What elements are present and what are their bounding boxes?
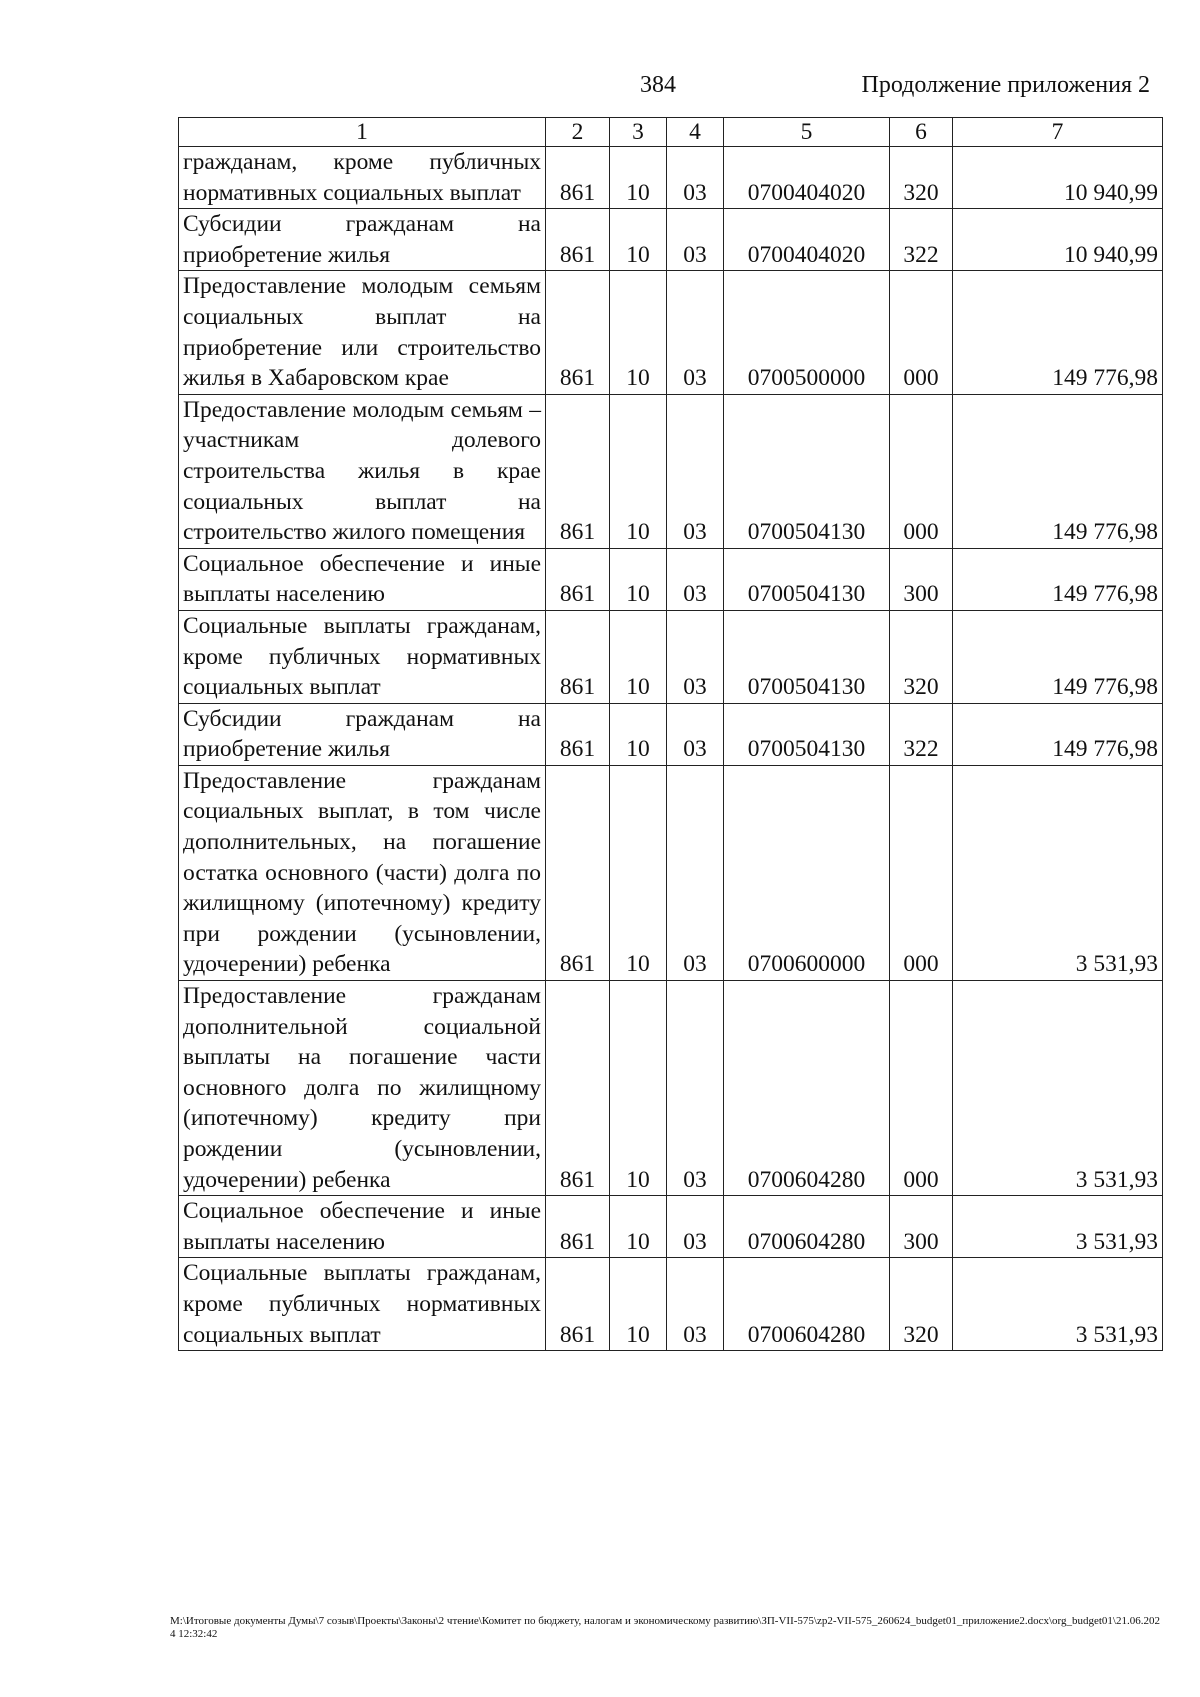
subsection-code: 03	[667, 610, 724, 703]
amount: 3 531,93	[953, 1258, 1163, 1351]
subsection-code: 03	[667, 394, 724, 548]
row-name: Предоставление гражданам дополнительной социальной выплаты на погашение части основного долга по жилищному (ипотечному) кредиту при рождении (усыновлении, удочерении) ребенка	[179, 981, 546, 1196]
section-code: 10	[610, 765, 667, 980]
table-row	[179, 703, 1163, 765]
target-article-code: 0700504130	[724, 394, 890, 548]
table-row	[179, 147, 1163, 209]
subsection-code: 03	[667, 548, 724, 610]
target-article-code: 0700500000	[724, 271, 890, 394]
amount: 10 940,99	[953, 147, 1163, 209]
ministry-code: 861	[546, 1258, 610, 1351]
ministry-code: 861	[546, 271, 610, 394]
ministry-code: 861	[546, 765, 610, 980]
subsection-code: 03	[667, 209, 724, 271]
expense-type-code: 320	[890, 1258, 953, 1351]
amount: 10 940,99	[953, 209, 1163, 271]
section-code: 10	[610, 610, 667, 703]
ministry-code: 861	[546, 610, 610, 703]
row-name: Социальные выплаты гражданам, кроме публичных нормативных социальных выплат	[179, 610, 546, 703]
table-row	[179, 271, 1163, 394]
expense-type-code: 320	[890, 610, 953, 703]
row-name: Субсидии гражданам на приобретение жилья	[179, 703, 546, 765]
column-header: 5	[724, 118, 890, 147]
table-row	[179, 209, 1163, 271]
amount: 3 531,93	[953, 1196, 1163, 1258]
target-article-code: 0700600000	[724, 765, 890, 980]
section-code: 10	[610, 271, 667, 394]
amount: 3 531,93	[953, 765, 1163, 980]
row-name: Социальные выплаты гражданам, кроме публичных нормативных социальных выплат	[179, 1258, 546, 1351]
subsection-code: 03	[667, 981, 724, 1196]
target-article-code: 0700604280	[724, 981, 890, 1196]
target-article-code: 0700404020	[724, 209, 890, 271]
expense-type-code: 000	[890, 765, 953, 980]
table-row	[179, 1258, 1163, 1351]
file-path-footer: M:\Итоговые документы Думы\7 созыв\Проекты\Законы\2 чтение\Комитет по бюджету, налогам и экономическому развитию\ЗП-VII-575\zp2-VII-575_260624_budget01_приложение2.docx\org_budget01\21.06.2024 12:32:42	[170, 1615, 1160, 1640]
subsection-code: 03	[667, 1258, 724, 1351]
target-article-code: 0700504130	[724, 548, 890, 610]
section-code: 10	[610, 1196, 667, 1258]
column-header: 7	[953, 118, 1163, 147]
column-header: 2	[546, 118, 610, 147]
amount: 149 776,98	[953, 610, 1163, 703]
expense-type-code: 000	[890, 394, 953, 548]
ministry-code: 861	[546, 147, 610, 209]
expense-type-code: 322	[890, 703, 953, 765]
row-name: Социальное обеспечение и иные выплаты населению	[179, 548, 546, 610]
expense-type-code: 000	[890, 271, 953, 394]
target-article-code: 0700504130	[724, 610, 890, 703]
section-code: 10	[610, 981, 667, 1196]
amount: 149 776,98	[953, 548, 1163, 610]
subsection-code: 03	[667, 271, 724, 394]
column-header: 6	[890, 118, 953, 147]
subsection-code: 03	[667, 703, 724, 765]
expense-type-code: 000	[890, 981, 953, 1196]
expense-type-code: 300	[890, 548, 953, 610]
expense-type-code: 320	[890, 147, 953, 209]
ministry-code: 861	[546, 209, 610, 271]
continuation-label: Продолжение приложения 2	[861, 72, 1150, 98]
row-name: гражданам, кроме публичных нормативных социальных выплат	[179, 147, 546, 209]
section-code: 10	[610, 209, 667, 271]
column-header: 3	[610, 118, 667, 147]
table-row	[179, 610, 1163, 703]
ministry-code: 861	[546, 981, 610, 1196]
ministry-code: 861	[546, 548, 610, 610]
target-article-code: 0700604280	[724, 1258, 890, 1351]
table-row	[179, 765, 1163, 980]
ministry-code: 861	[546, 394, 610, 548]
subsection-code: 03	[667, 1196, 724, 1258]
expense-type-code: 300	[890, 1196, 953, 1258]
header-row	[179, 118, 1163, 147]
table-row	[179, 981, 1163, 1196]
table-row	[179, 394, 1163, 548]
column-header: 1	[179, 118, 546, 147]
section-code: 10	[610, 548, 667, 610]
section-code: 10	[610, 394, 667, 548]
row-name: Социальное обеспечение и иные выплаты населению	[179, 1196, 546, 1258]
section-code: 10	[610, 1258, 667, 1351]
target-article-code: 0700504130	[724, 703, 890, 765]
subsection-code: 03	[667, 765, 724, 980]
row-name: Предоставление гражданам социальных выплат, в том числе дополнительных, на погашение остатка основного (части) долга по жилищному (ипотечному) кредиту при рождении (усыновлении, удочерении) ребенка	[179, 765, 546, 980]
row-name: Предоставление молодым семьям социальных выплат на приобретение или строительство жилья в Хабаровском крае	[179, 271, 546, 394]
row-name: Субсидии гражданам на приобретение жилья	[179, 209, 546, 271]
amount: 3 531,93	[953, 981, 1163, 1196]
amount: 149 776,98	[953, 394, 1163, 548]
page-number: 384	[640, 72, 676, 98]
section-code: 10	[610, 147, 667, 209]
amount: 149 776,98	[953, 703, 1163, 765]
budget-table	[178, 117, 1163, 1351]
column-header: 4	[667, 118, 724, 147]
row-name: Предоставление молодым семьям – участникам долевого строительства жилья в крае социальных выплат на строительство жилого помещения	[179, 394, 546, 548]
amount: 149 776,98	[953, 271, 1163, 394]
section-code: 10	[610, 703, 667, 765]
ministry-code: 861	[546, 1196, 610, 1258]
table-row	[179, 1196, 1163, 1258]
table-row	[179, 548, 1163, 610]
target-article-code: 0700604280	[724, 1196, 890, 1258]
expense-type-code: 322	[890, 209, 953, 271]
target-article-code: 0700404020	[724, 147, 890, 209]
ministry-code: 861	[546, 703, 610, 765]
subsection-code: 03	[667, 147, 724, 209]
